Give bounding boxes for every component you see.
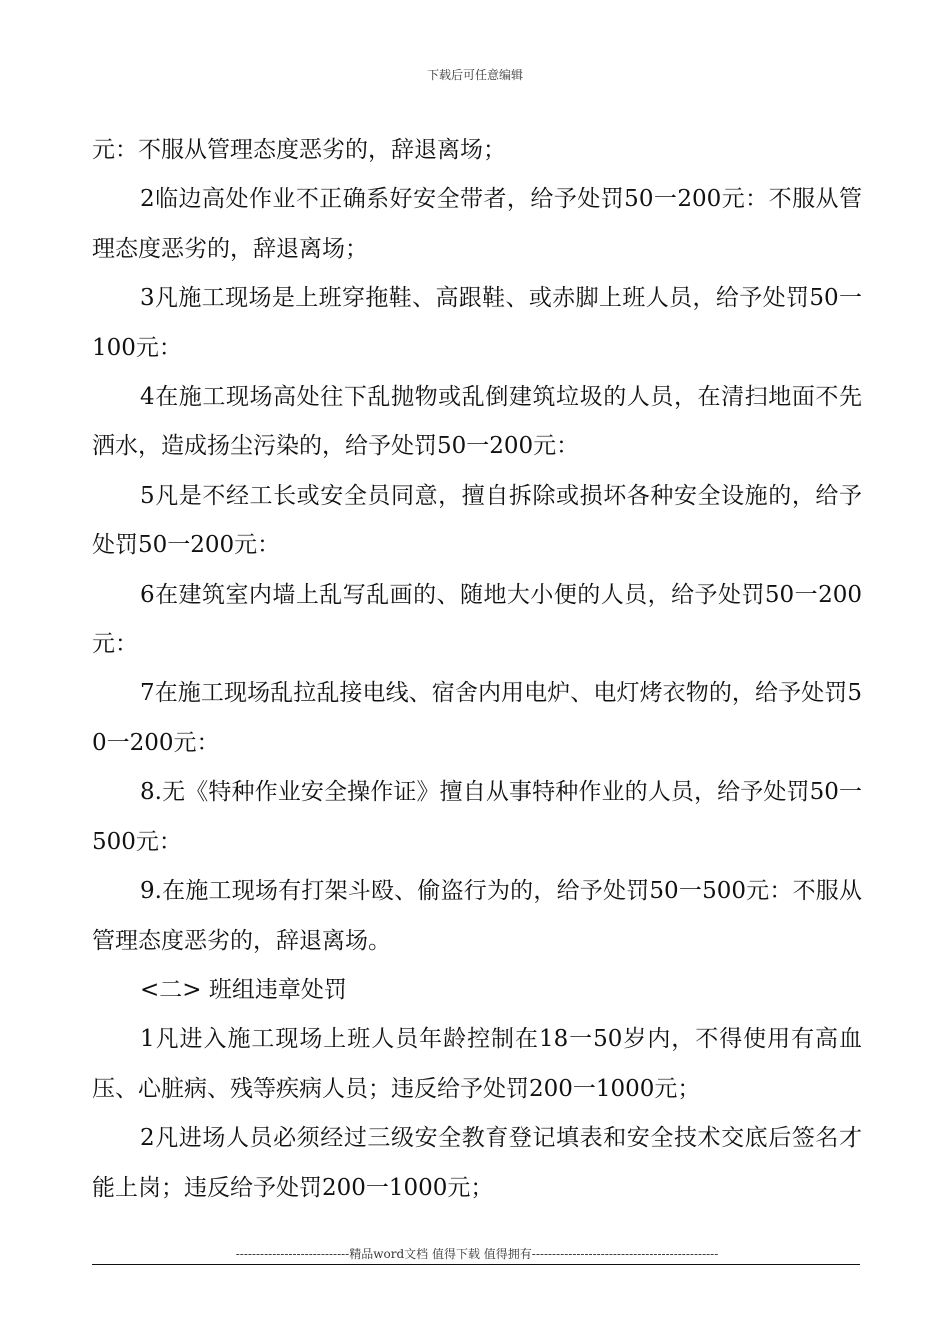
- paragraph-10: 1凡进入施工现场上班人员年龄控制在18一50岁内，不得使用有高血压、心脏病、残等疾病人员；违反给予处罚200一1000元；: [92, 1026, 862, 1102]
- footer-divider: [92, 1264, 860, 1265]
- section-heading: <二> 班组违章处罚: [140, 976, 347, 1003]
- paragraph-7: 7在施工现场乱拉乱接电线、宿舍内用电炉、电灯烤衣物的，给予处罚50一200元：: [92, 680, 862, 756]
- paragraph-4: 4在施工现场高处往下乱抛物或乱倒建筑垃圾的人员，在清扫地面不先洒水，造成扬尘污染的，给予处罚50一200元：: [92, 384, 862, 460]
- page-header: 下载后可任意编辑: [426, 68, 523, 82]
- paragraph-8: 8.无《特种作业安全操作证》擅自从事特种作业的人员，给予处罚50一500元：: [92, 779, 862, 855]
- paragraph-9: 9.在施工现场有打架斗殴、偷盗行为的，给予处罚50一500元：不服从管理态度恶劣的，辞退离场。: [92, 878, 862, 954]
- page-footer: ----------------------------精品word文档 值得下载 值得拥有----------------------------------------------: [235, 1247, 719, 1261]
- paragraph-11: 2凡进场人员必须经过三级安全教育登记填表和安全技术交底后签名才能上岗；违反给予处罚200一1000元；: [92, 1125, 862, 1201]
- paragraph-3: 3凡施工现场是上班穿拖鞋、高跟鞋、或赤脚上班人员，给予处罚50一100元：: [92, 285, 862, 361]
- document-body: [92, 126, 862, 1213]
- paragraph-2: 2临边高处作业不正确系好安全带者，给予处罚50一200元：不服从管理态度恶劣的，辞退离场；: [92, 186, 862, 262]
- paragraph-5: 5凡是不经工长或安全员同意，擅自拆除或损坏各种安全设施的，给予处罚50一200元：: [92, 482, 862, 559]
- paragraph-6: 6在建筑室内墙上乱写乱画的、随地大小便的人员，给予处罚50一200元：: [92, 581, 862, 658]
- paragraph-1: 元：不服从管理态度恶劣的，辞退离场；: [92, 137, 506, 163]
